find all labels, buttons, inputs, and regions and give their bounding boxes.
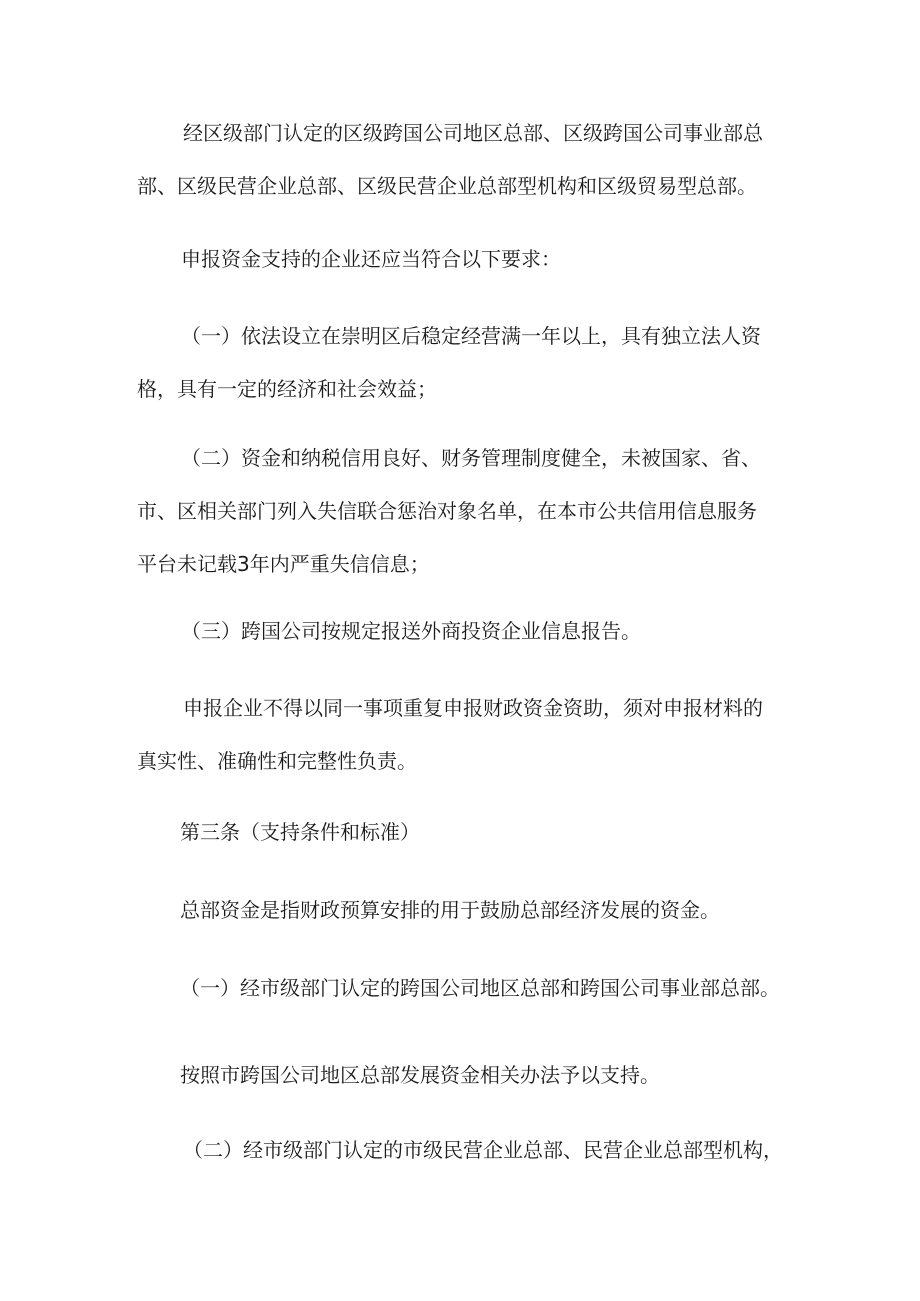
text-line: 经区级部门认定的区级跨国公司地区总部、区级跨国公司事业部总 [183,121,763,145]
text-line: 按照市跨国公司地区总部发展资金相关办法予以支持。 [180,1063,660,1087]
paragraph-item-1 [137,962,780,1015]
text-line: （三）跨国公司按规定报送外商投资企业信息报告。 [181,619,641,643]
paragraph-hq-fund-definition [137,884,777,937]
text-line: 第三条（支持条件和标准） [180,820,420,844]
paragraph-requirement-1 [137,310,777,416]
paragraph-requirement-3 [137,605,777,658]
text-line: （二）资金和纳税信用良好、财务管理制度健全，未被国家、省、 [181,446,761,470]
text-line: （一）经市级部门认定的跨国公司地区总部和跨国公司事业部总部。 [180,976,780,1000]
text-line: 格，具有一定的经济和社会效益； [137,377,437,401]
paragraph-item-2 [137,1124,783,1177]
text-line: 市、区相关部门列入失信联合惩治对象名单，在本市公共信用信息服务 [137,499,757,523]
paragraph-item-1-support [137,1049,777,1102]
paragraph-district-hq-definition [137,107,777,213]
paragraph-no-duplicate-application [137,682,777,788]
text-line: 申报企业不得以同一事项重复申报财政资金资助，须对申报材料的 [183,696,763,720]
text-line: 平台未记载3年内严重失信信息； [137,552,430,576]
article-3-heading [137,806,777,859]
text-line: （二）经市级部门认定的市级民营企业总部、民营企业总部型机构， [183,1138,783,1162]
text-line: 总部资金是指财政预算安排的用于鼓励总部经济发展的资金。 [180,898,720,922]
text-line: 申报资金支持的企业还应当符合以下要求： [181,247,561,271]
paragraph-requirement-2 [137,432,777,591]
paragraph-requirements-intro [137,233,777,286]
text-line: （一）依法设立在崇明区后稳定经营满一年以上，具有独立法人资 [181,324,761,348]
text-line: 真实性、准确性和完整性负责。 [137,749,417,773]
text-line: 部、区级民营企业总部、区级民营企业总部型机构和区级贸易型总部。 [137,174,757,198]
